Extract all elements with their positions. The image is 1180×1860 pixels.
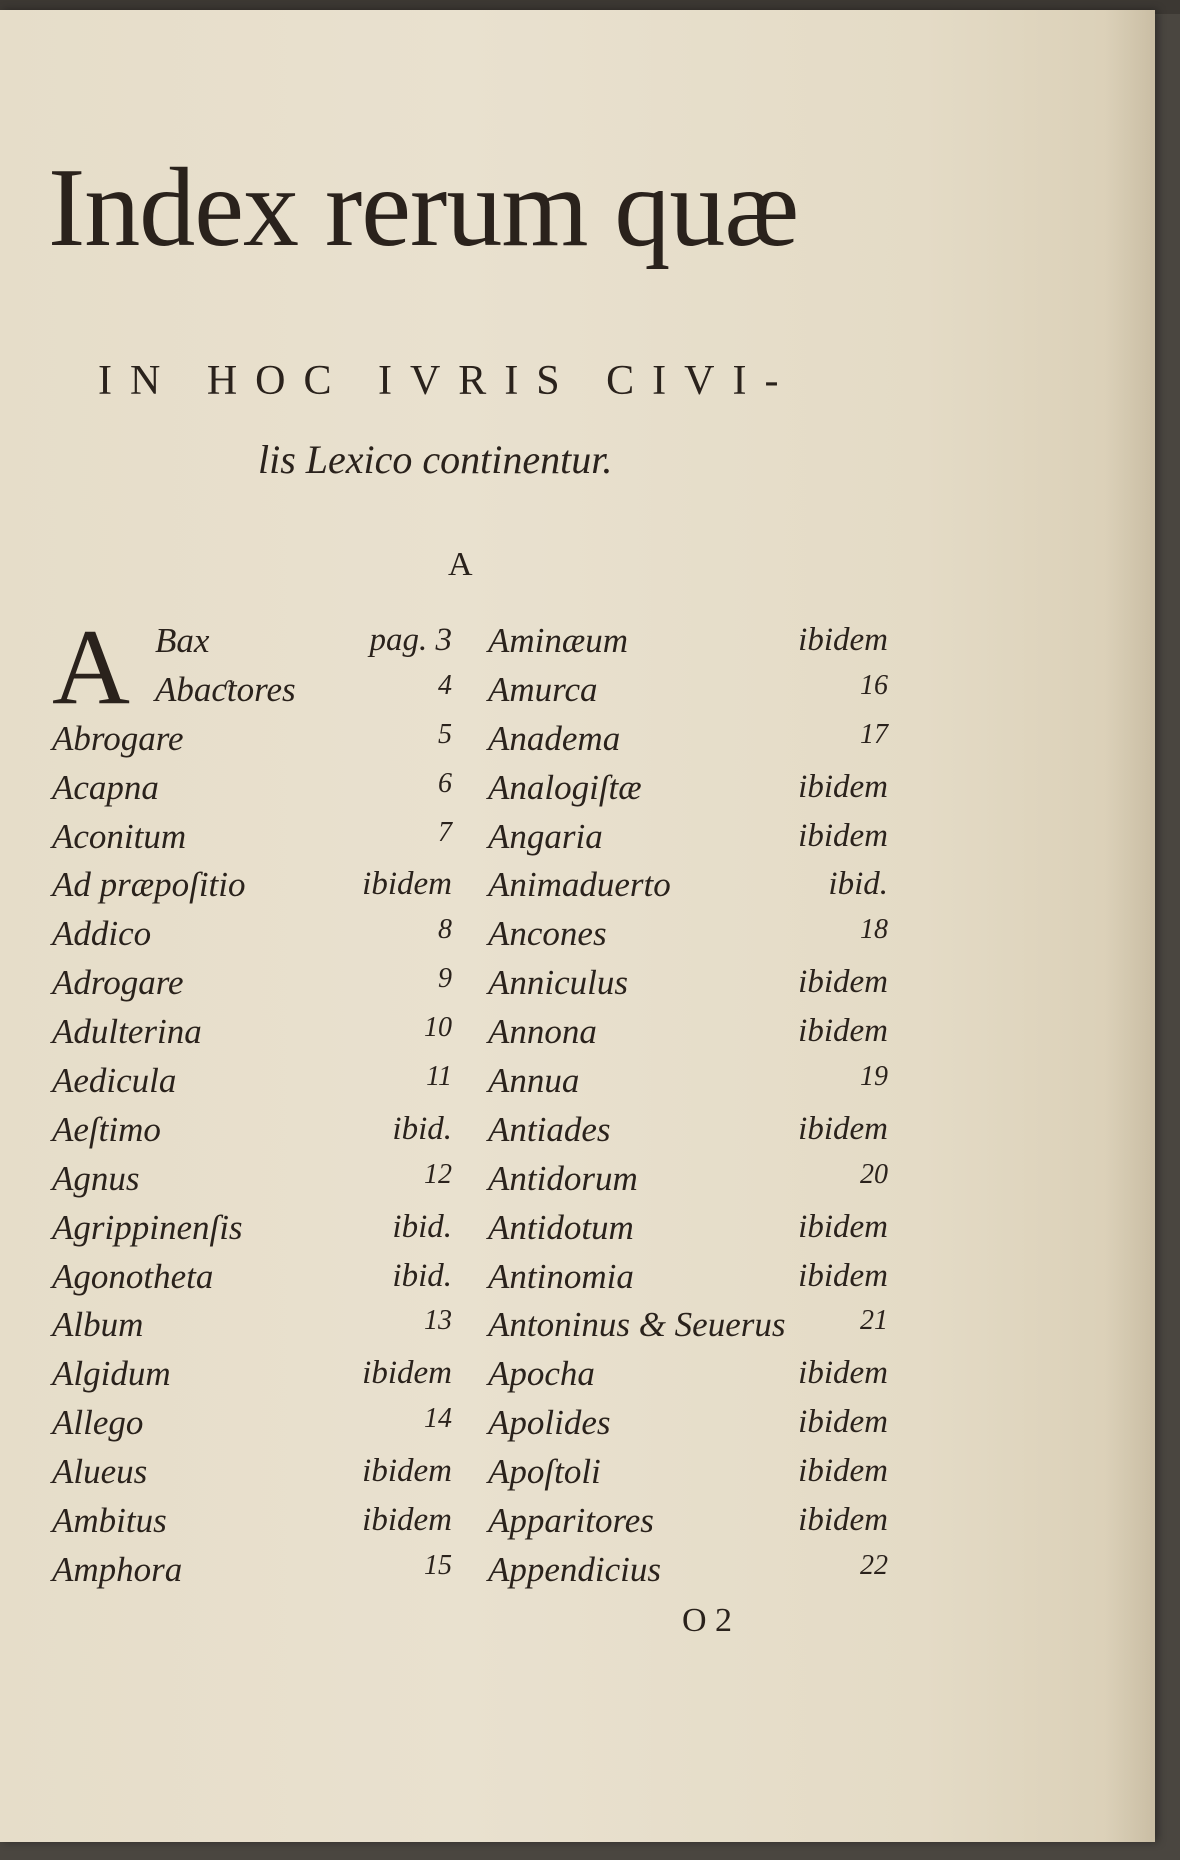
entry-page: 19 — [860, 1061, 888, 1093]
entry-term: Amphora — [52, 1549, 183, 1589]
entry-term: Agrippinenſis — [52, 1207, 243, 1247]
entry-term: Bax — [155, 621, 210, 660]
index-entry — [488, 1111, 888, 1160]
entry-term: Antiades — [488, 1109, 611, 1149]
entry-page: ibidem — [798, 1453, 888, 1490]
entry-page: ibidem — [798, 1502, 888, 1539]
entry-term: Adrogare — [52, 963, 184, 1003]
index-entry — [488, 769, 888, 818]
index-entry — [52, 1453, 452, 1502]
entry-page: 21 — [860, 1305, 888, 1337]
index-entry — [52, 818, 452, 867]
entry-page: 11 — [426, 1061, 452, 1093]
entry-page: 22 — [860, 1549, 888, 1581]
index-entry — [488, 1502, 888, 1551]
entry-term: Addico — [52, 914, 152, 954]
entry-page: 17 — [860, 718, 888, 750]
index-entry — [488, 866, 888, 915]
entry-term: Algidum — [52, 1354, 171, 1394]
entry-page: ibidem — [798, 1208, 888, 1245]
entry-page: 9 — [438, 963, 452, 995]
index-entry — [488, 720, 888, 769]
entry-page: ibidem — [362, 1453, 452, 1490]
entry-page: ibidem — [798, 622, 888, 658]
index-entry — [52, 1306, 452, 1355]
drop-cap: A — [52, 608, 130, 727]
index-entry — [52, 866, 452, 915]
book-page — [0, 10, 1155, 1842]
entry-term: Adulterina — [52, 1012, 202, 1052]
entry-page: ibidem — [798, 964, 888, 1001]
entry-term: Abaƈtores — [155, 669, 296, 709]
entry-page: 6 — [438, 767, 452, 799]
index-column-right — [488, 622, 888, 1600]
entry-page: ibidem — [362, 1355, 452, 1392]
entry-page: ibidem — [798, 1110, 888, 1147]
entry-term: Agnus — [52, 1158, 140, 1198]
index-entry — [488, 1209, 888, 1258]
entry-page: ibidem — [798, 768, 888, 805]
index-entry — [488, 1062, 888, 1111]
index-entry — [488, 671, 888, 720]
index-entry — [52, 1258, 452, 1307]
entry-page: 14 — [424, 1403, 452, 1435]
entry-page: 5 — [438, 718, 452, 750]
index-entry — [52, 1404, 452, 1453]
entry-page: ibidem — [362, 866, 452, 903]
index-entry — [488, 818, 888, 867]
entry-page: ibid. — [828, 866, 888, 903]
entry-term: Aminæum — [488, 621, 628, 660]
entry-term: Ancones — [488, 914, 607, 954]
entry-term: Aedicula — [52, 1061, 177, 1101]
entry-page: 7 — [438, 816, 452, 848]
entry-term: Antinomia — [488, 1256, 634, 1296]
entry-term: Apolides — [488, 1403, 611, 1443]
index-entry — [52, 769, 452, 818]
index-entry — [52, 1209, 452, 1258]
entry-spacer — [52, 671, 452, 720]
index-entry — [52, 964, 452, 1013]
entry-page: ibid. — [392, 1208, 452, 1245]
entry-term: Antidorum — [488, 1158, 638, 1198]
index-entry — [52, 915, 452, 964]
index-entry — [488, 915, 888, 964]
entry-page: pag. 3 — [369, 622, 452, 658]
entry-term: Analogiſtæ — [488, 767, 642, 807]
index-entry — [488, 1306, 888, 1355]
entry-page: 18 — [860, 914, 888, 946]
entry-term: Animaduerto — [488, 865, 671, 905]
index-entry — [52, 1062, 452, 1111]
entry-page: 8 — [438, 914, 452, 946]
entry-term: Ambitus — [52, 1501, 167, 1541]
subtitle-line-2: lis Lexico continentur. — [258, 437, 613, 482]
index-entry — [488, 622, 888, 671]
entry-term: Anadema — [488, 718, 621, 758]
index-entry — [488, 1404, 888, 1453]
index-entry — [488, 1355, 888, 1404]
signature-mark: O 2 — [682, 1602, 733, 1639]
entry-term: Annua — [488, 1061, 580, 1101]
index-entry — [52, 1013, 452, 1062]
entry-page: ibidem — [798, 1404, 888, 1441]
entry-page: 13 — [424, 1305, 452, 1337]
entry-page: 16 — [860, 669, 888, 701]
entry-spacer — [52, 622, 452, 671]
entry-term: Agonotheta — [52, 1256, 214, 1296]
index-entry — [52, 1111, 452, 1160]
index-entry — [488, 1551, 888, 1600]
entry-term: Acapna — [52, 767, 159, 807]
entry-page: 10 — [424, 1012, 452, 1044]
entry-term: Alueus — [52, 1452, 148, 1492]
entry-page: ibidem — [798, 1355, 888, 1392]
entry-term: Aeſtimo — [52, 1109, 161, 1149]
entry-page: ibid. — [392, 1110, 452, 1147]
entry-term: Antoninus & Seuerus — [488, 1305, 786, 1345]
entry-page: 15 — [424, 1549, 452, 1581]
page-title: Index rerum quæ — [48, 146, 799, 270]
entry-term: Ad præpoſitio — [52, 865, 246, 905]
index-entry — [52, 720, 452, 769]
index-entry — [488, 1258, 888, 1307]
entry-term: Anniculus — [488, 963, 628, 1003]
index-entry — [52, 1160, 452, 1209]
entry-term: Annona — [488, 1012, 597, 1052]
index-entry — [52, 1502, 452, 1551]
index-entry — [52, 1355, 452, 1404]
entry-page: ibidem — [798, 1013, 888, 1050]
section-letter: A — [448, 546, 473, 583]
entry-term: Apoſtoli — [488, 1452, 601, 1492]
index-entry — [52, 1551, 452, 1600]
entry-term: Angaria — [488, 816, 603, 856]
entry-page: ibidem — [798, 817, 888, 854]
entry-term: Allego — [52, 1403, 144, 1443]
index-entry — [488, 1013, 888, 1062]
entry-term: Antidotum — [488, 1207, 634, 1247]
entry-term: Amurca — [488, 669, 598, 709]
entry-term: Apparitores — [488, 1501, 654, 1541]
entry-page: ibidem — [362, 1502, 452, 1539]
entry-term: Abrogare — [52, 718, 184, 758]
index-entry — [488, 1453, 888, 1502]
entry-term: Appendicius — [488, 1549, 662, 1589]
entry-term: Apocha — [488, 1354, 595, 1394]
entry-page: 12 — [424, 1158, 452, 1190]
entry-page: ibid. — [392, 1257, 452, 1294]
entry-page: 4 — [438, 669, 452, 701]
entry-term: Aconitum — [52, 816, 187, 856]
subtitle-line-1: IN HOC IVRIS CIVI- — [98, 358, 797, 404]
index-column-left — [52, 622, 452, 1600]
index-entry — [488, 964, 888, 1013]
entry-page: ibidem — [798, 1257, 888, 1294]
entry-page: 20 — [860, 1158, 888, 1190]
index-entry — [488, 1160, 888, 1209]
entry-term: Album — [52, 1305, 144, 1345]
